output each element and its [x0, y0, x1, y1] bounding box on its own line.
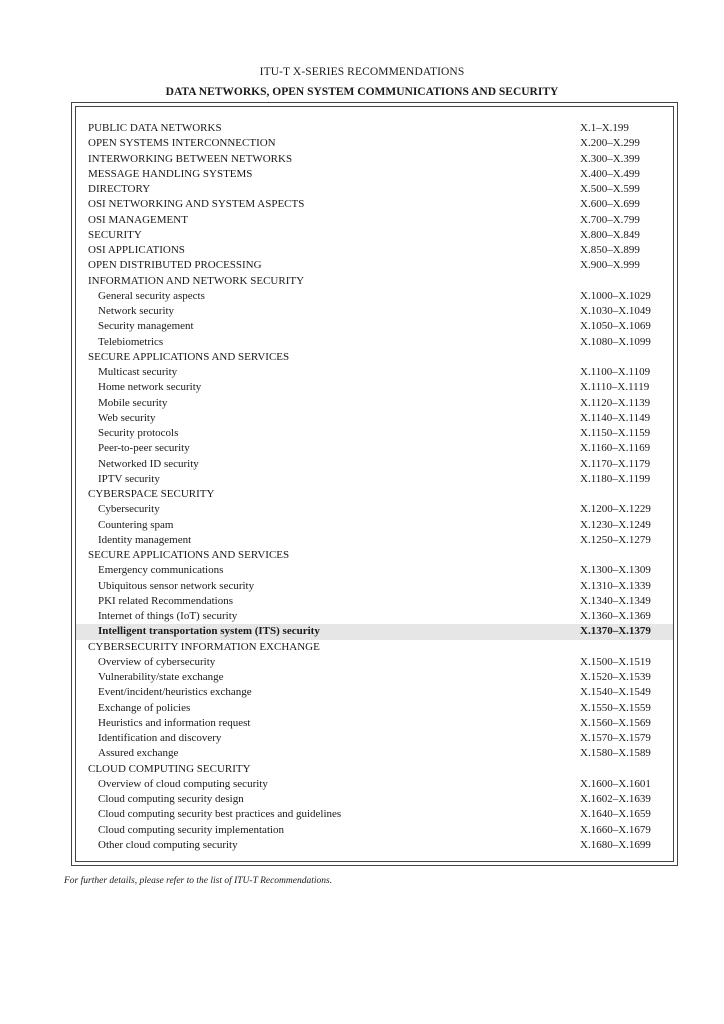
list-item [76, 319, 673, 334]
list-item-label: Home network security [98, 381, 202, 394]
list-item-range: X.1680–X.1699 [580, 838, 651, 851]
list-item-range: X.1150–X.1159 [580, 427, 651, 439]
list-item-label: General security aspects [98, 289, 205, 302]
section-heading [76, 182, 673, 197]
section-heading [76, 548, 673, 563]
list-item-range: X.1170–X.1179 [580, 457, 651, 470]
section-heading [76, 640, 673, 655]
list-item-range: X.1230–X.1249 [580, 518, 651, 531]
list-item-label: Overview of cloud computing security [98, 777, 268, 790]
list-item [76, 472, 673, 487]
list-item-range: X.1310–X.1339 [580, 579, 651, 592]
section-heading [76, 243, 673, 258]
list-item [76, 701, 673, 716]
recommendations-list [76, 121, 673, 853]
list-item-range: X.1140–X.1149 [580, 411, 651, 424]
list-item-range: X.1050–X.1069 [580, 320, 651, 333]
list-item-label: Vulnerability/state exchange [98, 671, 224, 683]
section-heading [76, 167, 673, 182]
list-item-label: OSI NETWORKING AND SYSTEM ASPECTS [88, 198, 305, 211]
list-item-range: X.1570–X.1579 [580, 732, 651, 744]
list-item-range: X.900–X.999 [580, 259, 640, 272]
list-item-label: INFORMATION AND NETWORK SECURITY [88, 274, 305, 287]
section-heading [76, 136, 673, 151]
section-heading [76, 258, 673, 273]
list-item-range: X.1640–X.1659 [580, 808, 651, 821]
section-heading [76, 274, 673, 289]
list-item-range: X.850–X.899 [580, 244, 640, 256]
list-item-label: CYBERSPACE SECURITY [88, 488, 215, 500]
list-item [76, 396, 673, 411]
document-subtitle: DATA NETWORKS, OPEN SYSTEM COMMUNICATIONS AND SECURITY [165, 86, 559, 98]
list-item-label: Countering spam [98, 518, 174, 531]
section-heading [76, 228, 673, 243]
list-item [76, 579, 673, 594]
list-item [76, 365, 673, 380]
list-item [76, 823, 673, 838]
section-heading [76, 152, 673, 167]
list-item-range: X.1340–X.1349 [580, 594, 651, 607]
list-item-label: Other cloud computing security [98, 838, 238, 851]
list-item-label: Multicast security [98, 366, 178, 378]
list-item-range: X.1000–X.1029 [580, 289, 651, 302]
section-heading [76, 762, 673, 777]
section-heading [76, 197, 673, 212]
list-item-range: X.1600–X.1601 [580, 777, 651, 790]
list-item-label: PUBLIC DATA NETWORKS [88, 122, 222, 134]
list-item [76, 655, 673, 670]
list-item-range: X.1660–X.1679 [580, 823, 651, 836]
list-item-label: Intelligent transportation system (ITS) security [98, 625, 320, 638]
footnote: For further details, please refer to the list of ITU-T Recommendations. [64, 876, 333, 886]
list-item-label: Cloud computing security best practices and guidelines [98, 808, 342, 821]
list-item-label: Networked ID security [98, 457, 199, 470]
list-item [76, 380, 673, 395]
list-item-range: X.1–X.199 [580, 122, 629, 134]
list-item-label: PKI related Recommendations [98, 594, 234, 607]
list-item-label: OPEN SYSTEMS INTERCONNECTION [88, 137, 276, 150]
list-item-range: X.1602–X.1639 [580, 793, 651, 805]
list-item-label: SECURE APPLICATIONS AND SERVICES [88, 350, 290, 363]
list-item [76, 685, 673, 700]
list-item-label: Peer-to-peer security [98, 442, 190, 455]
list-item [76, 807, 673, 822]
list-item-label: MESSAGE HANDLING SYSTEMS [88, 167, 253, 180]
list-item-label: CYBERSECURITY INFORMATION EXCHANGE [88, 640, 320, 653]
list-item [76, 518, 673, 533]
list-item-label: CLOUD COMPUTING SECURITY [88, 762, 251, 775]
list-item [76, 563, 673, 578]
list-item-range: X.1560–X.1569 [580, 716, 651, 729]
list-item-range: X.1500–X.1519 [580, 655, 651, 668]
list-item-range: X.1370–X.1379 [580, 625, 651, 638]
list-item-range: X.1080–X.1099 [580, 335, 651, 348]
list-item-label: Identification and discovery [98, 732, 222, 744]
list-item [76, 502, 673, 517]
list-item-label: OSI APPLICATIONS [88, 244, 185, 256]
list-item-label: Telebiometrics [98, 335, 164, 348]
list-item [76, 670, 673, 685]
list-item-range: X.1520–X.1539 [580, 671, 651, 683]
list-item [76, 335, 673, 350]
list-item-range: X.700–X.799 [580, 213, 640, 226]
list-item-range: X.800–X.849 [580, 228, 640, 241]
list-item-range: X.1580–X.1589 [580, 747, 651, 760]
list-item [76, 838, 673, 853]
list-item [76, 624, 673, 639]
list-item-range: X.1110–X.1119 [580, 381, 650, 394]
list-item [76, 594, 673, 609]
section-heading [76, 121, 673, 136]
list-item-label: Cybersecurity [98, 503, 160, 516]
list-item-label: Identity management [98, 533, 192, 546]
list-item-range: X.1030–X.1049 [580, 305, 651, 317]
list-item-label: Overview of cybersecurity [98, 655, 216, 668]
list-item [76, 426, 673, 441]
list-item-label: Emergency communications [98, 564, 224, 577]
list-item [76, 304, 673, 319]
list-item-label: Ubiquitous sensor network security [98, 579, 255, 592]
list-item-range: X.200–X.299 [580, 137, 640, 150]
list-item-range: X.1200–X.1229 [580, 503, 651, 516]
list-item [76, 746, 673, 761]
series-title: ITU-T X-SERIES RECOMMENDATIONS [259, 66, 465, 78]
list-item [76, 411, 673, 426]
list-item-range: X.400–X.499 [580, 167, 640, 180]
list-item-label: Security management [98, 320, 194, 333]
list-item-label: Heuristics and information request [98, 716, 251, 729]
list-item [76, 792, 673, 807]
list-item-range: X.1120–X.1139 [580, 396, 651, 409]
list-item-range: X.1100–X.1109 [580, 366, 651, 378]
list-item-label: OSI MANAGEMENT [88, 213, 188, 226]
list-item-label: Assured exchange [98, 747, 179, 760]
list-item-range: X.1160–X.1169 [580, 442, 651, 455]
list-item-label: Web security [98, 411, 156, 424]
list-item-range: X.1250–X.1279 [580, 533, 651, 546]
list-item-label: Cloud computing security implementation [98, 823, 285, 836]
list-item [76, 441, 673, 456]
list-item-label: SECURITY [88, 228, 142, 241]
section-heading [76, 213, 673, 228]
list-item-range: X.600–X.699 [580, 198, 640, 211]
list-item-range: X.1550–X.1559 [580, 701, 651, 714]
section-heading [76, 350, 673, 365]
list-item-label: Security protocols [98, 427, 179, 439]
list-item-range: X.1300–X.1309 [580, 564, 651, 577]
list-item-label: OPEN DISTRIBUTED PROCESSING [88, 259, 262, 272]
list-item-label: Internet of things (IoT) security [98, 610, 238, 622]
list-item-label: Exchange of policies [98, 701, 191, 714]
list-item-range: X.300–X.399 [580, 152, 640, 165]
list-item [76, 777, 673, 792]
list-item [76, 731, 673, 746]
list-item-label: IPTV security [98, 472, 160, 485]
list-item-label: Mobile security [98, 396, 168, 409]
list-item [76, 457, 673, 472]
list-item-range: X.1540–X.1549 [580, 686, 651, 699]
list-item-range: X.1180–X.1199 [580, 472, 651, 485]
list-item [76, 533, 673, 548]
list-item-label: DIRECTORY [88, 183, 151, 195]
list-item-label: SECURE APPLICATIONS AND SERVICES [88, 549, 290, 561]
section-heading [76, 487, 673, 502]
list-item-label: INTERWORKING BETWEEN NETWORKS [88, 152, 293, 165]
list-item-range: X.1360–X.1369 [580, 610, 651, 622]
list-item-range: X.500–X.599 [580, 183, 640, 195]
list-item [76, 289, 673, 304]
list-item-label: Cloud computing security design [98, 793, 244, 805]
list-item [76, 716, 673, 731]
list-item-label: Event/incident/heuristics exchange [98, 686, 252, 699]
list-item-label: Network security [98, 305, 175, 317]
list-item [76, 609, 673, 624]
